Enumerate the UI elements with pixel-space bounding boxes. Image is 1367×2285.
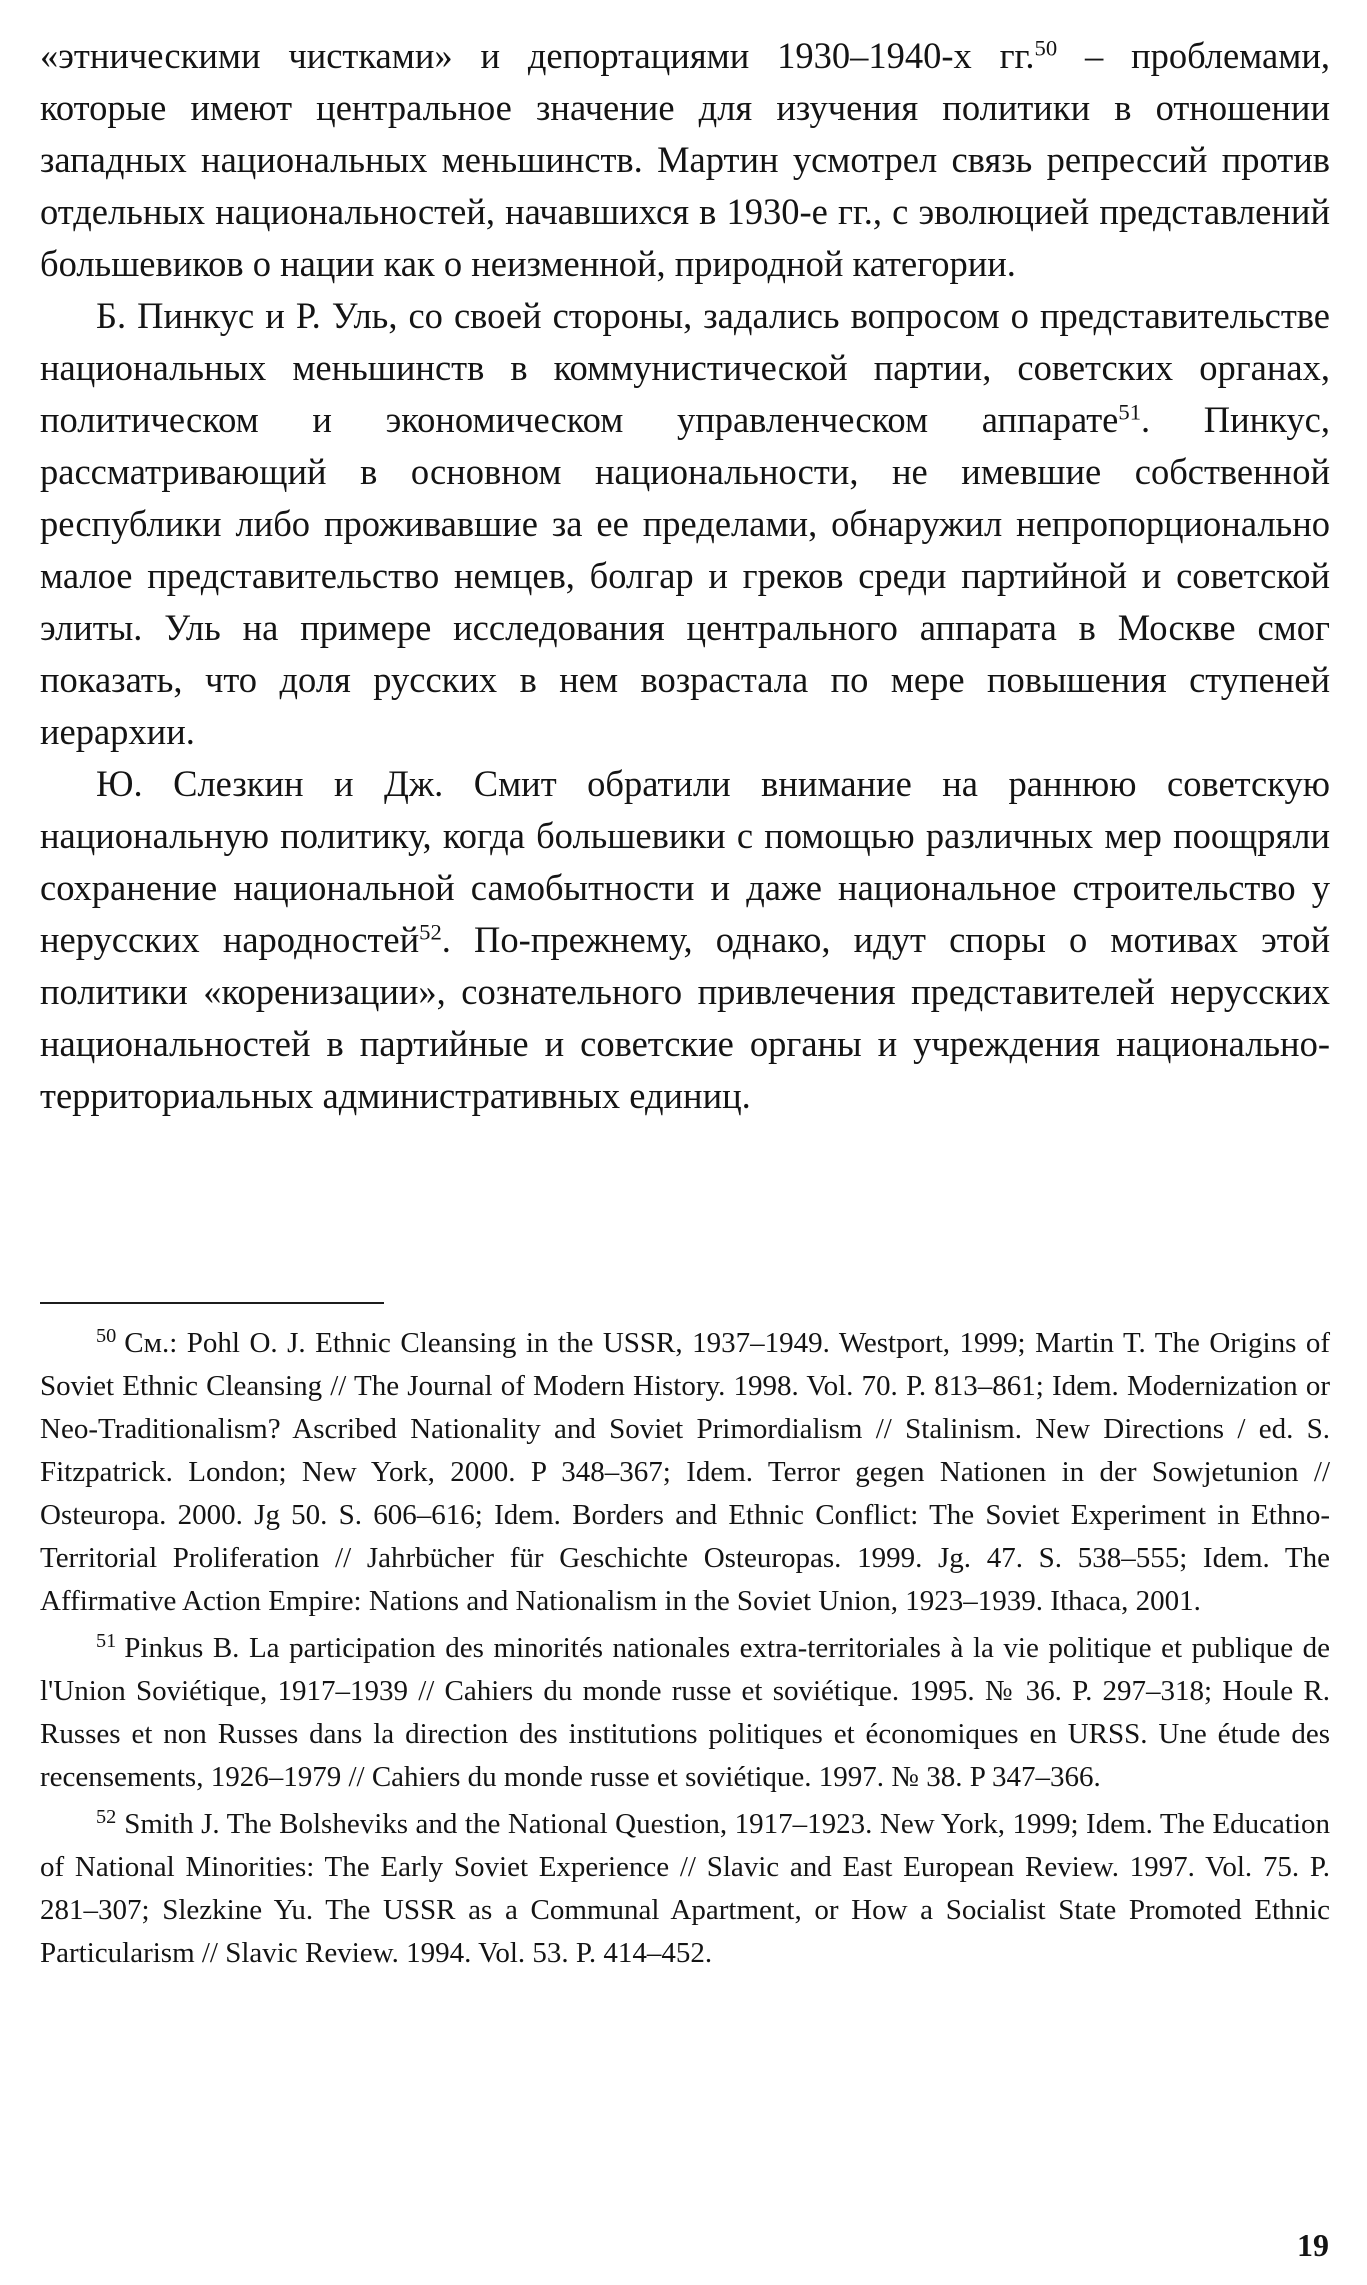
- footnote-text: Smith J. The Bolsheviks and the National Question, 1917–1923. New York, 1999; Idem. The Education of National Minorities: The Early Soviet Experience // Slavic and East European Review. 1997. Vol. 75. P. 281–307; Slezkine Yu. The USSR as a Communal Apartment, or How a Socialist State Promoted Ethnic Particularism // Slavic Review. 1994. Vol. 53. P. 414–452.: [40, 1808, 1330, 1969]
- footnote-ref-50: 50: [1034, 35, 1058, 61]
- footnote-text: См.: Pohl O. J. Ethnic Cleansing in the USSR, 1937–1949. Westport, 1999; Martin T. The Origins of Soviet Ethnic Cleansing // The Journal of Modern History. 1998. Vol. 70. P. 813–861; Idem. Modernization or Neo-Traditionalism? Ascribed Nationality and Soviet Primordialism // Stalinism. New Directions / ed. S. Fitzpatrick. London; New York, 2000. P 348–367; Idem. Terror gegen Nationen in der Sowjetunion // Osteuropa. 2000. Jg 50. S. 606–616; Idem. Borders and Ethnic Conflict: The Soviet Experiment in Ethno-Territorial Proliferation // Jahrbücher für Geschichte Osteuropas. 1999. Jg. 47. S. 538–555; Idem. The Affirmative Action Empire: Nations and Nationalism in the Soviet Union, 1923–1939. Ithaca, 2001.: [40, 1327, 1330, 1617]
- paragraph-1: «этническими чистками» и депортациями 1930–1940-х гг.$^{50}$ – проблемами, которые имеют центральное значение для изучения политики в отношении западных национальных меньшинств. Мартин усмотрел связь репрессий против отдельных национальностей, начавшихся в 1930-е гг., с эволюцией представлений большевиков о нации как о неизменной, природной категории.: [40, 35, 1330, 284]
- footnote-text: Pinkus B. La participation des minorités nationales extra-territoriales à la vie politique et publique de l'Union Soviétique, 1917–1939 // Cahiers du monde russe et soviétique. 1995. № 36. P. 297–318; Houle R. Russes et non Russes dans la direction des institutions politiques et économiques en URSS. Une étude des recensements, 1926–1979 // Cahiers du monde russe et soviétique. 1997. № 38. P 347–366.: [40, 1632, 1330, 1793]
- footnote-51: [40, 1627, 1330, 1799]
- footnote-52: [40, 1803, 1330, 1975]
- footnote-50: [40, 1322, 1330, 1623]
- footnotes: [40, 1322, 1330, 1975]
- footnote-number: 51: [96, 1629, 117, 1652]
- footnote-ref-52: 52: [419, 919, 442, 945]
- footnote-ref-51: 51: [1118, 399, 1141, 425]
- footnote-number: 52: [96, 1805, 117, 1828]
- footnote-number: 50: [96, 1324, 117, 1347]
- footnote-separator: [40, 1302, 384, 1304]
- paragraph-3: Ю. Слезкин и Дж. Смит обратили внимание на раннюю советскую национальную политику, когда большевики с помощью различных мер поощряли сохранение национальной самобытности и даже национальное строительство у нерусских народностей$^{52}$. По-прежнему, однако, идут споры о мотивах этой политики «коренизации», сознательного привлечения представителей нерусских национальностей в партийные и советские органы и учреждения национально-территориальных административных единиц.: [40, 763, 1331, 1116]
- page-number: 19: [1297, 2227, 1329, 2263]
- paragraph-2: Б. Пинкус и Р. Уль, со своей стороны, задались вопросом о представительстве национальных меньшинств в коммунистической партии, советских органах, политическом и экономическом управленческом аппарате$^{51}$. Пинкус, рассматривающий в основном национальности, не имевшие собственной республики либо проживавшие за ее пределами, обнаружил непропорционально малое представительство немцев, болгар и греков среди партийной и советской элиты. Уль на примере исследования центрального аппарата в Москве смог показать, что доля русских в нем возрастала по мере повышения ступеней иерархии.: [40, 295, 1330, 752]
- main-text: [40, 30, 1330, 1122]
